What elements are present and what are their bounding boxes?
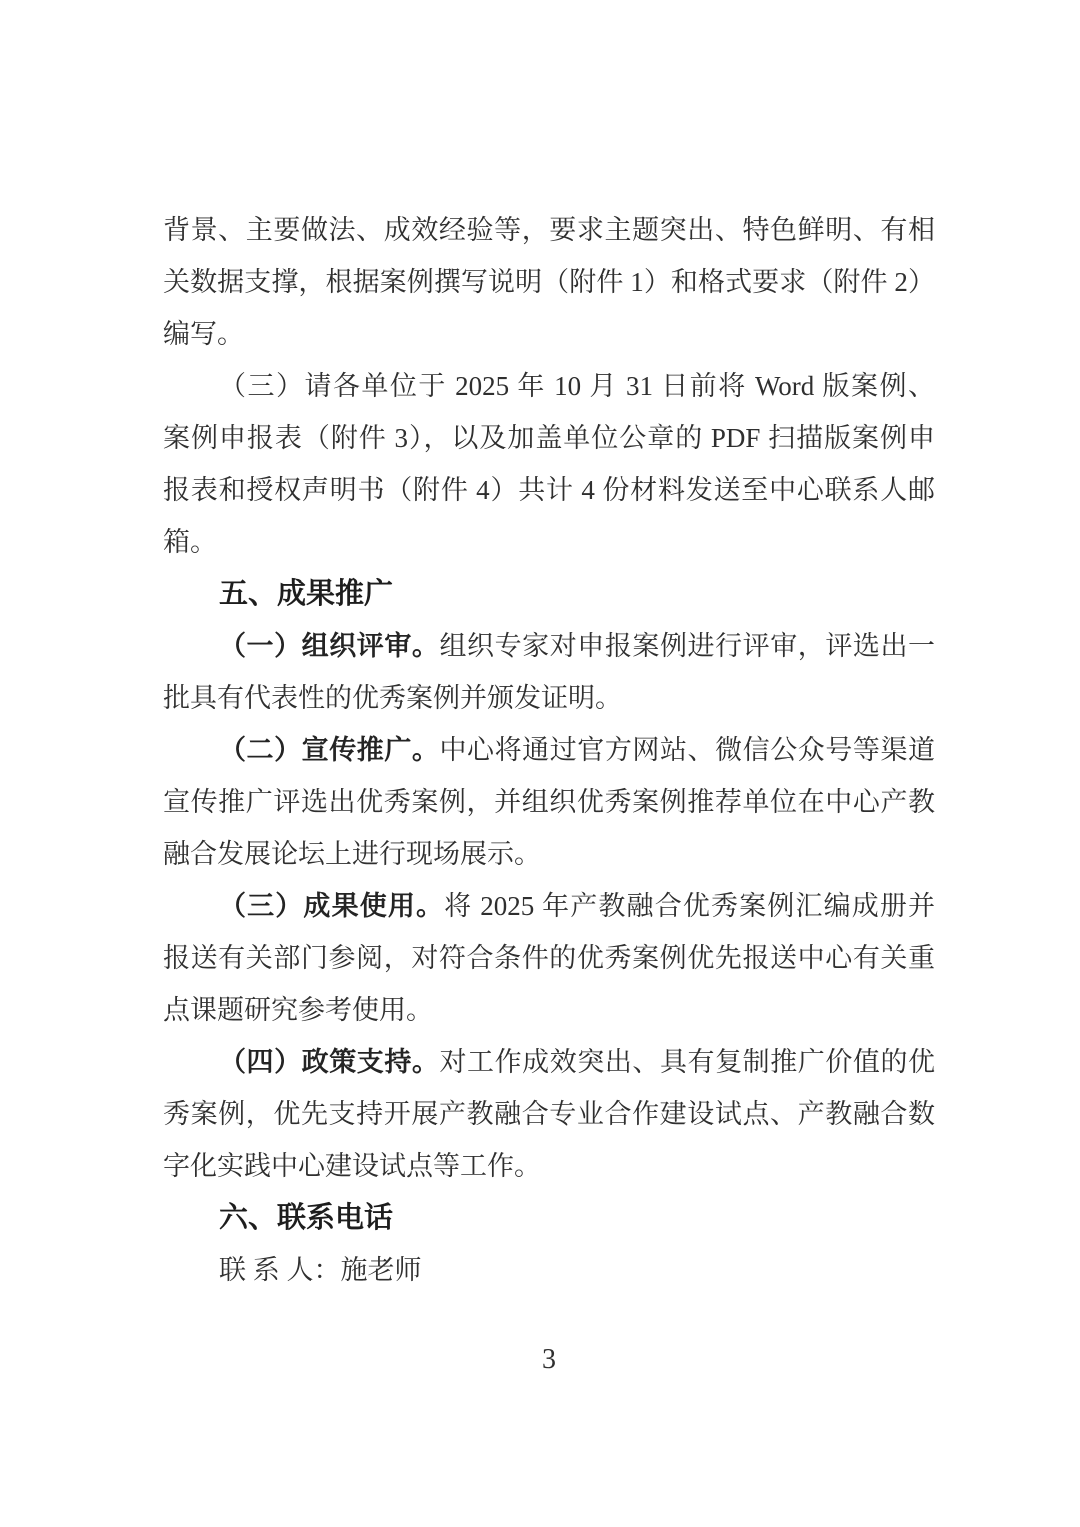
line-text: 组织专家对申报案例进行评审，评选出一 [439,631,935,661]
text-line: 案例申报表（附件 3），以及加盖单位公章的 PDF 扫描版案例申 [163,423,935,453]
paragraph-lead: （四）政策支持。 [219,1047,440,1077]
text-line: 箱。 [163,527,217,557]
text-line: 关数据支撑，根据案例撰写说明（附件 1）和格式要求（附件 2） [163,267,935,297]
text-line: 背景、主要做法、成效经验等，要求主题突出、特色鲜明、有相 [163,215,935,245]
text-line: 宣传推广评选出优秀案例，并组织优秀案例推荐单位在中心产教 [163,787,935,817]
line-text: 中心将通过官方网站、微信公众号等渠道 [439,735,935,765]
page-number: 3 [542,1344,556,1375]
text-line: 联 系 人：施老师 [219,1255,422,1285]
section-heading: 六、联系电话 [219,1202,394,1234]
section-heading: 五、成果推广 [219,578,394,610]
text-line: 点课题研究参考使用。 [163,995,433,1025]
text-line: 融合发展论坛上进行现场展示。 [163,839,541,869]
line-text: 对工作成效突出、具有复制推广价值的优 [439,1047,935,1077]
line-text: 将 2025 年产教融合优秀案例汇编成册并 [444,891,935,921]
text-line [163,724,935,776]
text-line: 报送有关部门参阅，对符合条件的优秀案例优先报送中心有关重 [163,943,935,973]
text-line: 批具有代表性的优秀案例并颁发证明。 [163,683,622,713]
text-line: 字化实践中心建设试点等工作。 [163,1151,541,1181]
paragraph-lead: （一）组织评审。 [219,631,440,661]
paragraph-lead: （二）宣传推广。 [219,735,440,765]
text-line: （三）请各单位于 2025 年 10 月 31 日前将 Word 版案例、 [219,371,935,401]
text-line [163,620,935,672]
text-line: 秀案例，优先支持开展产教融合专业合作建设试点、产教融合数 [163,1099,935,1129]
text-line: 编写。 [163,319,244,349]
text-line [163,1036,935,1088]
paragraph-lead: （三）成果使用。 [219,891,445,921]
text-line: 报表和授权声明书（附件 4）共计 4 份材料发送至中心联系人邮 [163,475,935,505]
text-line [163,880,935,932]
body-text [163,204,935,1296]
